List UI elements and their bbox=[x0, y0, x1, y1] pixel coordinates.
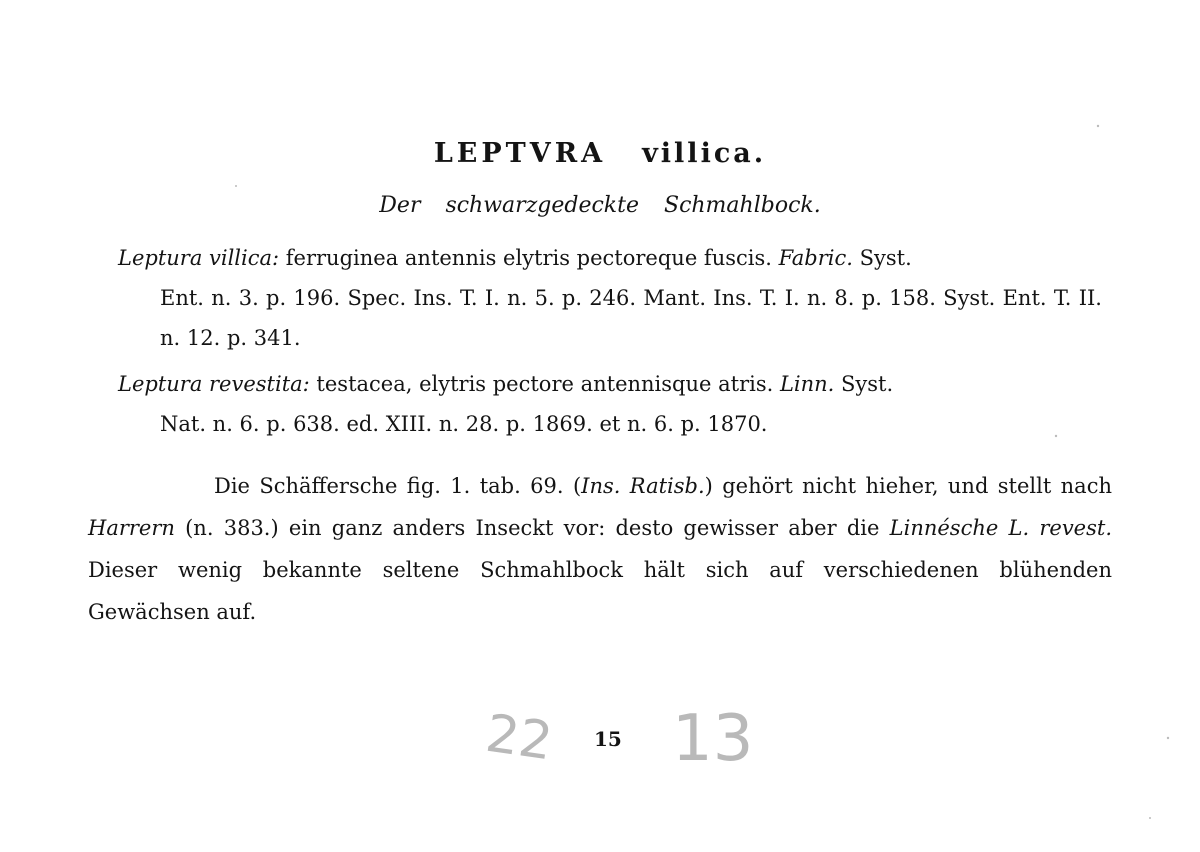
para-text: ) gehört nicht hieher, und stellt nach bbox=[704, 474, 1112, 498]
paper-speck bbox=[1167, 737, 1169, 739]
subtitle: Der schwarzgedeckte Schmahlbock. bbox=[379, 193, 821, 218]
pencil-annotation-left: 22 bbox=[482, 703, 557, 773]
paper-speck bbox=[235, 185, 237, 187]
title-species: villica. bbox=[642, 138, 767, 169]
para-linnesche: Linnésche L. revest. bbox=[889, 516, 1112, 540]
entry-citations: Nat. n. 6. p. 638. ed. XIII. n. 28. p. 1869. et n. 6. p. 1870. bbox=[160, 412, 768, 436]
para-text: (n. 383.) ein ganz anders Inseckt vor: desto gewisser aber die bbox=[174, 516, 890, 540]
pencil-annotation-right: 13 bbox=[672, 702, 754, 776]
entry-reference-author: Linn. bbox=[779, 372, 835, 396]
entry-name: Leptura revestita: bbox=[118, 372, 310, 396]
para-harrern: Harrern bbox=[88, 516, 175, 540]
para-ins-ratisb: Ins. Ratisb. bbox=[581, 474, 705, 498]
para-text: Dieser wenig bekannte seltene Schmahlbock hält sich auf verschiedenen blühenden Gewächsen auf. bbox=[88, 558, 1112, 624]
entry-diagnosis: ferruginea antennis elytris pectoreque fuscis. bbox=[279, 246, 779, 270]
entry-citations: Ent. n. 3. p. 196. Spec. Ins. T. I. n. 5. p. 246. Mant. Ins. T. I. n. 8. p. 158. Syst. Ent. T. II. n. 12. p. 341. bbox=[160, 286, 1102, 350]
paper-speck bbox=[1055, 435, 1057, 437]
entry-reference-work: Syst. bbox=[834, 372, 894, 396]
entry-name: Leptura villica: bbox=[118, 246, 280, 270]
page-number: 15 bbox=[594, 727, 622, 751]
paper-speck bbox=[1097, 125, 1099, 127]
entry-reference-work: Syst. bbox=[852, 246, 912, 270]
paper-speck bbox=[1149, 817, 1151, 819]
title-genus: LEPTVRA bbox=[433, 138, 607, 169]
entry-diagnosis: testacea, elytris pectore antennisque atris. bbox=[309, 372, 780, 396]
para-text: Die Schäffersche fig. 1. tab. 69. ( bbox=[214, 474, 582, 498]
entry-reference-author: Fabric. bbox=[778, 246, 853, 270]
